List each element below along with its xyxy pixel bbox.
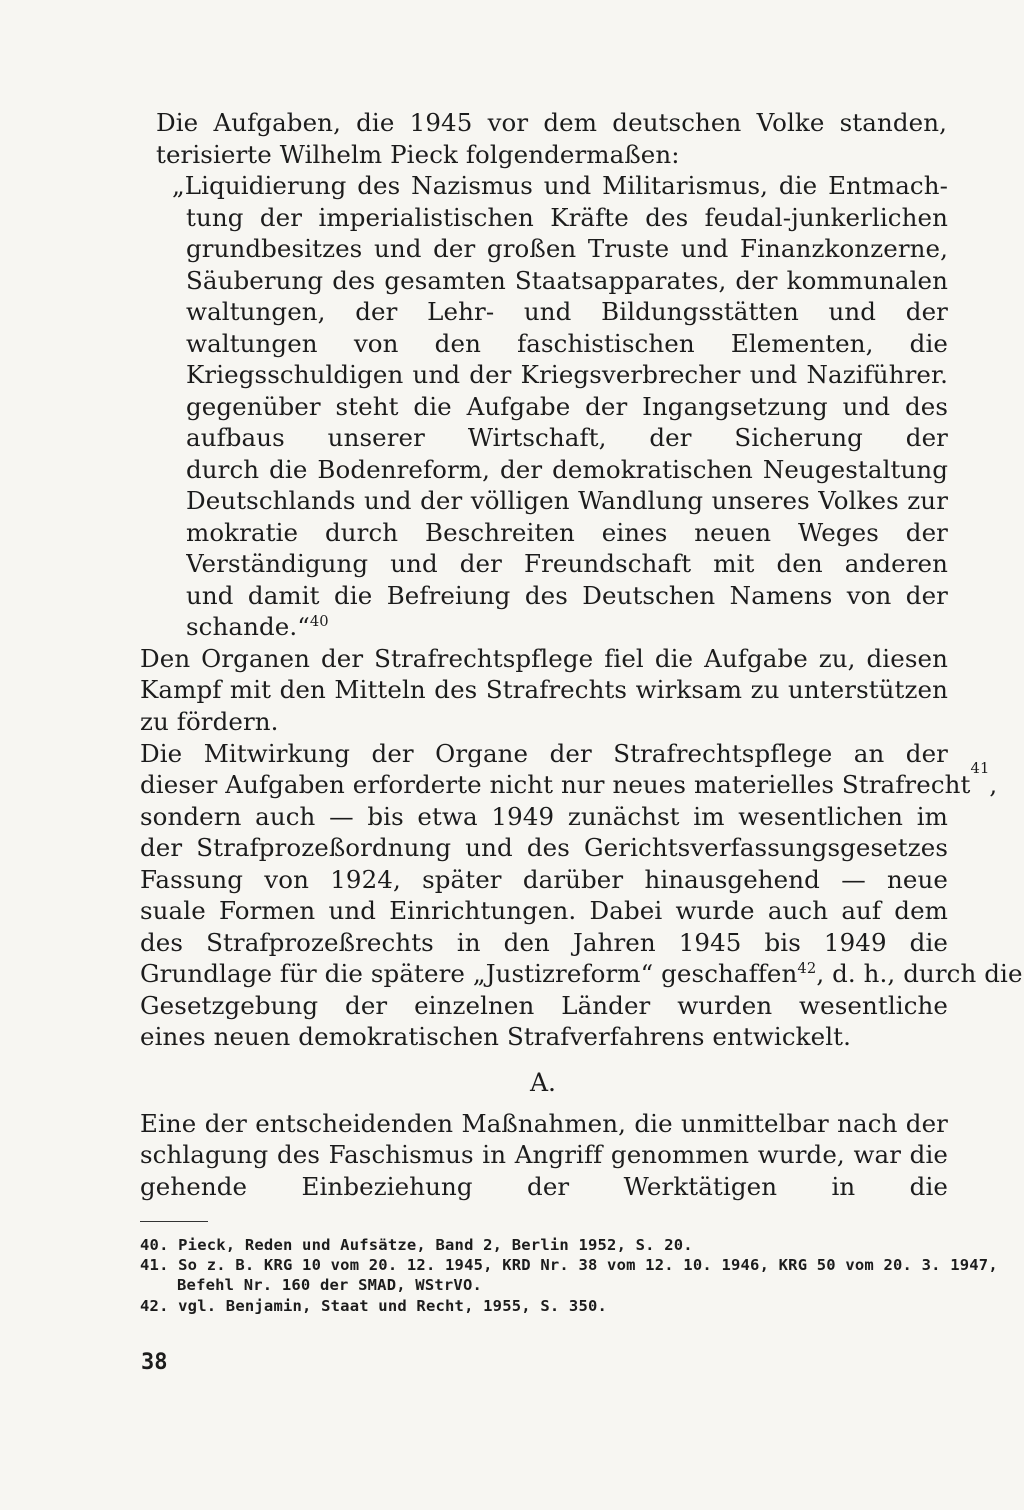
quote-line: grundbesitzes und der großen Truste und Finanzkonzerne,	[186, 234, 948, 263]
quote-line: schande.“$^{40}$	[186, 612, 329, 641]
body-line: schlagung des Faschismus in Angriff genommen wurde, war die	[140, 1140, 948, 1169]
quote-line: Säuberung des gesamten Staatsapparates, der kommunalen	[186, 266, 948, 295]
quote-line: gegenüber steht die Aufgabe der Ingangsetzung und des	[186, 392, 948, 421]
quote-line: aufbaus unserer Wirtschaft, der Sicherung der	[186, 423, 948, 452]
quote-line: tung der imperialistischen Kräfte des feudal-junkerlichen	[186, 203, 948, 232]
footnote-41-continued: Befehl Nr. 160 der SMAD, WStrVO.	[177, 1276, 483, 1294]
footnote-ref-41: 41	[970, 760, 990, 777]
body-line: der Strafprozeßordnung und des Gerichtsverfassungsgesetzes	[140, 833, 948, 862]
footnote-41: 41. So z. B. KRG 10 vom 20. 12. 1945, KRD Nr. 38 vom 12. 10. 1946, KRG 50 vom 20. 3. 1947,	[140, 1256, 998, 1274]
quote-line: waltungen, der Lehr- und Bildungsstätten und der	[186, 297, 948, 326]
body-line: Fassung von 1924, später darüber hinausgehend — neue	[140, 865, 948, 894]
body-line: Grundlage für die spätere „Justizreform“ geschaffen$^{42}$, d. h., durch die	[140, 959, 1023, 988]
body-line: eines neuen demokratischen Strafverfahrens entwickelt.	[140, 1022, 851, 1051]
section-heading: A.	[529, 1068, 556, 1097]
quote-line: Verständigung und der Freundschaft mit den anderen	[186, 549, 948, 578]
page-number: 38	[141, 1350, 168, 1375]
quote-line: Deutschlands und der völligen Wandlung unseres Volkes zur	[186, 486, 948, 515]
body-line: Die Mitwirkung der Organe der Strafrechtspflege an der	[140, 739, 948, 768]
body-line: dieser Aufgaben erforderte nicht nur neues materielles Strafrecht 41 ,	[140, 760, 998, 799]
footnote-40: 40. Pieck, Reden und Aufsätze, Band 2, Berlin 1952, S. 20.	[140, 1236, 693, 1254]
quote-line: durch die Bodenreform, der demokratischen Neugestaltung	[186, 455, 948, 484]
body-line: Kampf mit den Mitteln des Strafrechts wirksam zu unterstützen	[140, 675, 948, 704]
body-line: sondern auch — bis etwa 1949 zunächst im wesentlichen im	[140, 802, 948, 831]
body-line: gehende Einbeziehung der Werktätigen in die	[140, 1172, 948, 1201]
footnote-divider	[140, 1221, 208, 1222]
body-line: Die Aufgaben, die 1945 vor dem deutschen Volke standen,	[156, 108, 947, 137]
quote-line: mokratie durch Beschreiten eines neuen Weges der	[186, 518, 948, 547]
quote-line: und damit die Befreiung des Deutschen Namens von der	[186, 581, 948, 610]
body-line: Gesetzgebung der einzelnen Länder wurden wesentliche	[140, 991, 948, 1020]
footnote-42: 42. vgl. Benjamin, Staat und Recht, 1955, S. 350.	[140, 1297, 608, 1315]
quote-line: waltungen von den faschistischen Elementen, die	[186, 329, 948, 358]
quote-line: „Liquidierung des Nazismus und Militarismus, die Entmach-	[172, 171, 948, 200]
footnote-ref-42: 42	[797, 959, 817, 977]
quote-line: Kriegsschuldigen und der Kriegsverbrecher und Naziführer.	[186, 360, 948, 389]
body-line: zu fördern.	[140, 707, 279, 736]
body-line: des Strafprozeßrechts in den Jahren 1945 bis 1949 die	[140, 928, 948, 957]
footnote-ref-41-comma: ,	[989, 770, 998, 799]
body-line: Eine der entscheidenden Maßnahmen, die unmittelbar nach der	[140, 1109, 948, 1138]
body-line: suale Formen und Einrichtungen. Dabei wurde auch auf dem	[140, 896, 948, 925]
body-line: Den Organen der Strafrechtspflege fiel die Aufgabe zu, diesen	[140, 644, 948, 673]
footnote-ref-40: 40	[309, 612, 329, 630]
body-line: terisierte Wilhelm Pieck folgendermaßen:	[156, 140, 680, 169]
